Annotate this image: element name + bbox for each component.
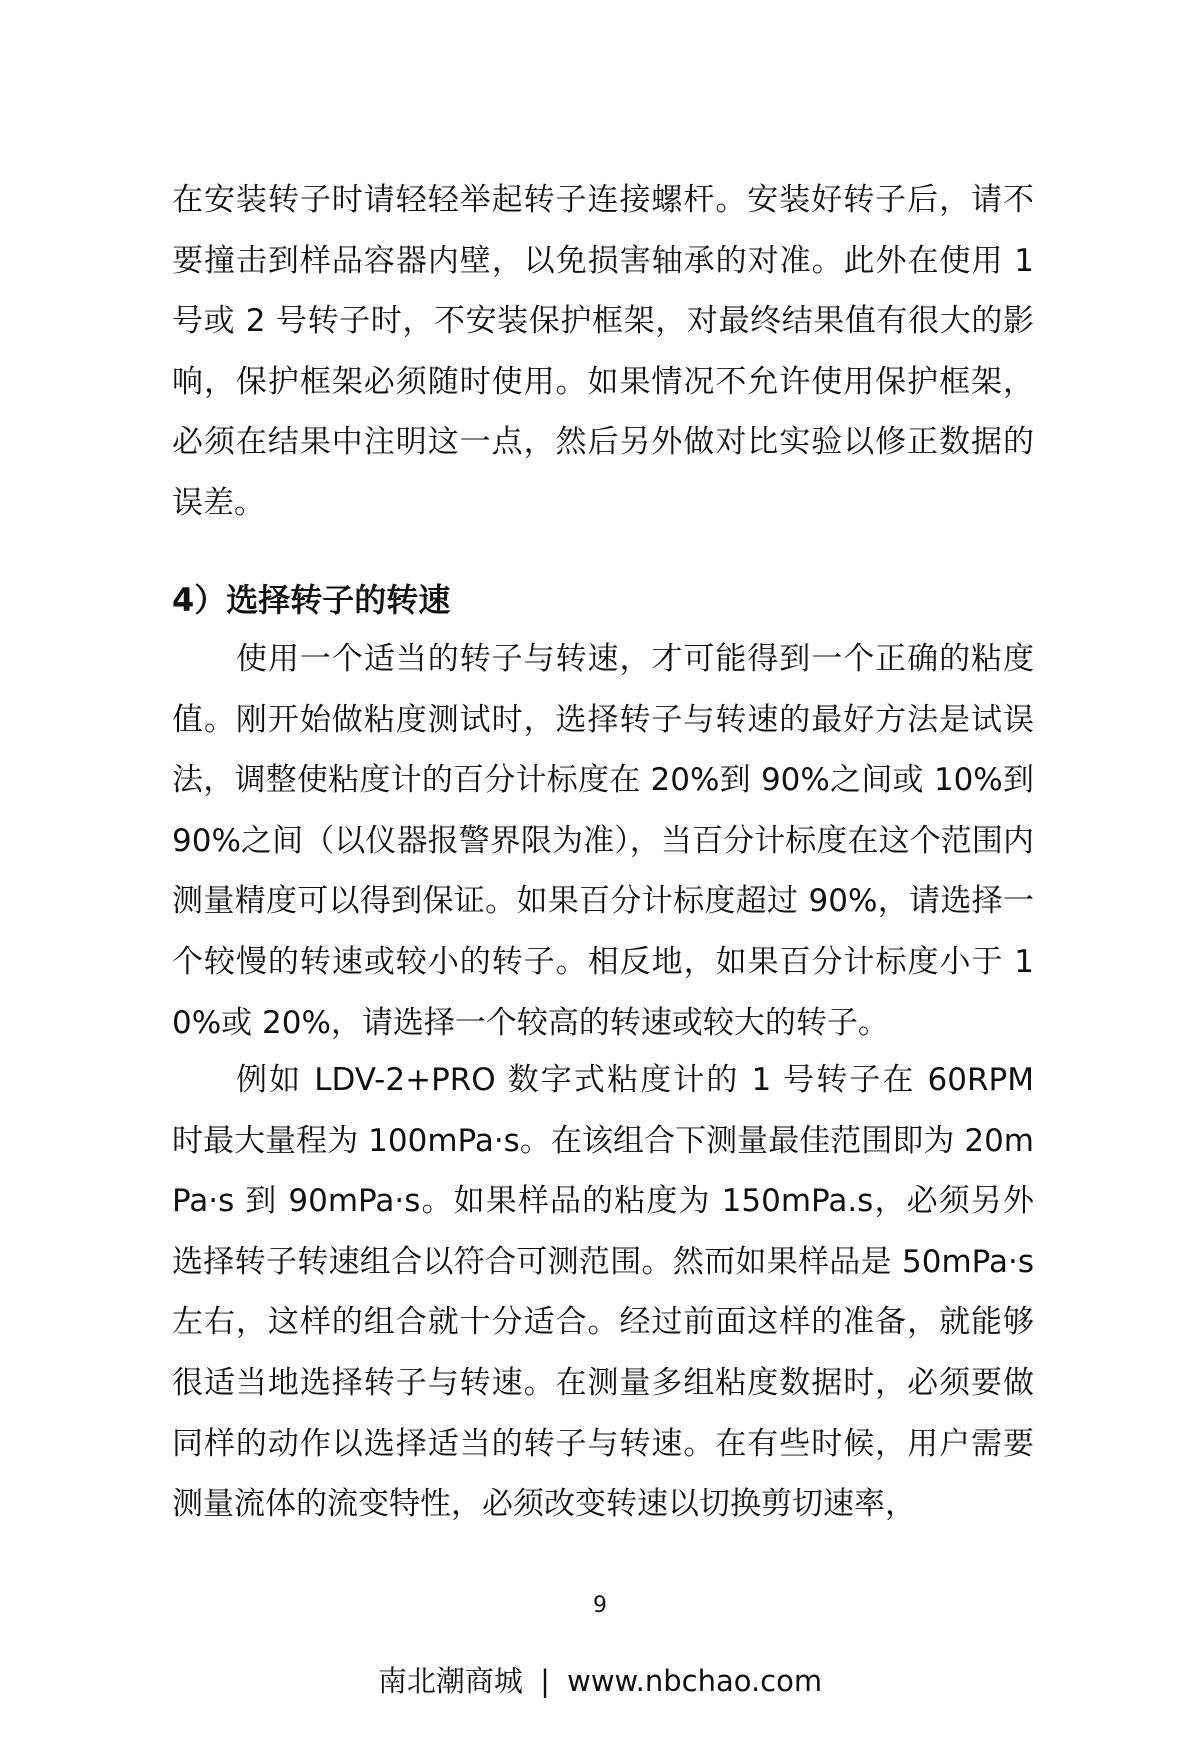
footer-url[interactable]: www.nbchao.com [567,1664,823,1698]
section-4-body [172,629,1034,1053]
body-text-continued [172,170,1034,534]
page-number: 9 [593,1593,607,1618]
paragraph-example: 例如 LDV-2+PRO 数字式粘度计的 1 号转子在 60RPM 时最大量程为 100mPa·s。在该组合下测量最佳范围即为 20mPa·s 到 90mPa·s。如果样品的粘度为 150mPa.s，必须另外选择转子转速组合以符合可测范围。然而如果样品是 50mPa·s 左右，这样的组合就十分适合。经过前面这样的准备，就能够很适当地选择转子与转速。在测量多组粘度数据时，必须要做同样的动作以选择适当的转子与转速。在有些时候，用户需要测量流体的流变特性，必须改变转速以切换剪切速率， [172,1062,1034,1523]
footer-site-name: 南北潮商城 [377,1664,523,1698]
paragraph-rotor-installation: 在安装转子时请轻轻举起转子连接螺杆。安装好转子后，请不要撞击到样品容器内壁，以免损害轴承的对准。此外在使用 1 号或 2 号转子时，不安装保护框架，对最终结果值有很大的影响，保护框架必须随时使用。如果情况不允许使用保护框架，必须在结果中注明这一点，然后另外做对比实验以修正数据的误差。 [172,182,1034,521]
section-heading: 4）选择转子的转速 [172,581,451,619]
section-4-example [172,1050,1034,1535]
paragraph-speed-selection: 使用一个适当的转子与转速，才可能得到一个正确的粘度值。刚开始做粘度测试时，选择转子与转速的最好方法是试误法，调整使粘度计的百分计标度在 20%到 90%之间或 10%到 90%之间（以仪器报警界限为准），当百分计标度在这个范围内测量精度可以得到保证。如果百分计标度超过 90%，请选择一个较慢的转速或较小的转子。相反地，如果百分计标度小于 10%或 20%，请选择一个较高的转速或较大的转子。 [172,641,1034,1041]
footer [0,1662,1200,1700]
footer-separator: | [540,1664,550,1698]
